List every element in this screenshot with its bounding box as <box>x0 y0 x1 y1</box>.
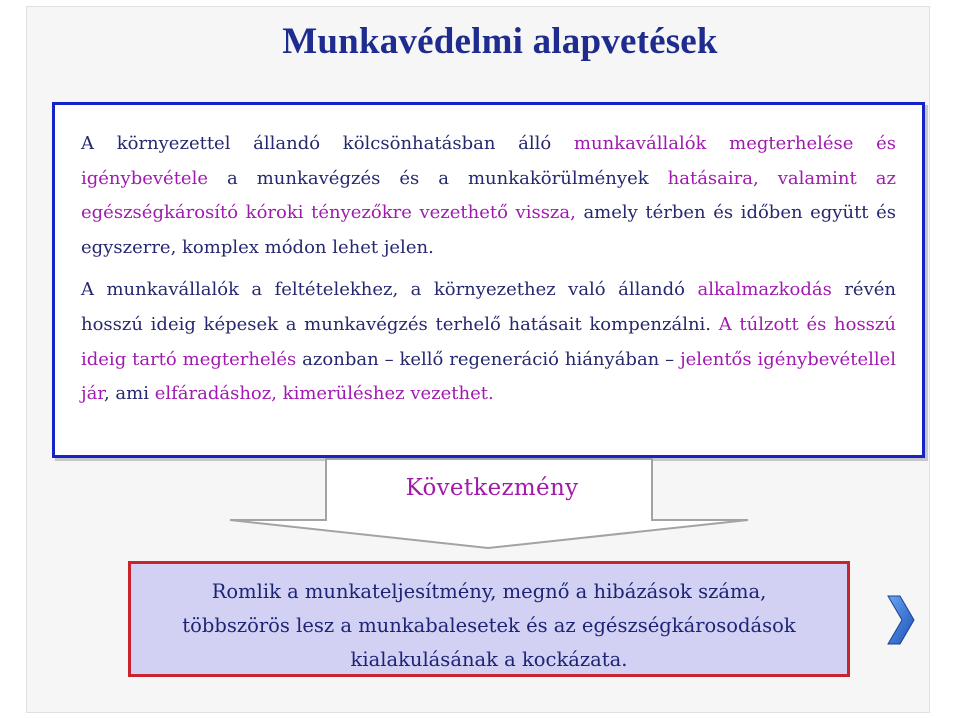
text-run-2-0: A munkavállalók a feltételekhez, a környezethez való állandó <box>81 279 698 301</box>
page-title: Munkavédelmi alapvetések <box>282 21 718 62</box>
result-box <box>128 561 850 677</box>
text-run-1-0: A környezettel állandó kölcsönhatásban álló <box>81 133 574 154</box>
text-run-2-4: azonban – kellő regeneráció hiányában – <box>296 348 681 370</box>
text-run-1-2: a munkavégzés és a munkakörülmények <box>207 167 668 189</box>
highlighted-text-2-7: elfáradáshoz, kimerüléshez vezethet. <box>154 383 494 405</box>
result-line-3: kialakulásának a kockázata. <box>350 648 628 671</box>
text-run-2-2: révén hosszú ideig képesek a munkavégzés terhelő hatásait kompenzálni. <box>81 279 896 335</box>
highlighted-text-1-3: hatásaira, valamint az egészségkárosító kóroki tényezőkre vezethető vissza, <box>81 167 896 224</box>
text-run-1-4: amely térben és időben együtt és egyszerre, komplex módon lehet jelen. <box>81 202 896 258</box>
consequence-arrow-shape <box>230 459 748 548</box>
chevron-right-icon[interactable] <box>886 594 916 646</box>
result-line-1: Romlik a munkateljesítmény, megnő a hibázások száma, <box>211 580 767 603</box>
text-run-2-6: , ami <box>103 383 155 405</box>
highlighted-text-2-5: jelentős igénybevétellel jár <box>81 348 897 405</box>
highlighted-text-1-1: munkavállalók megterhelése és igénybevétele <box>81 133 897 189</box>
highlighted-text-2-3: A túlzott és hosszú ideig tartó megterhelés <box>81 313 896 370</box>
consequence-label: Következmény <box>405 475 579 501</box>
highlighted-text-2-1: alkalmazkodás <box>697 279 832 301</box>
result-line-2: többszörös lesz a munkabalesetek és az egészségkárosodások <box>182 614 796 637</box>
